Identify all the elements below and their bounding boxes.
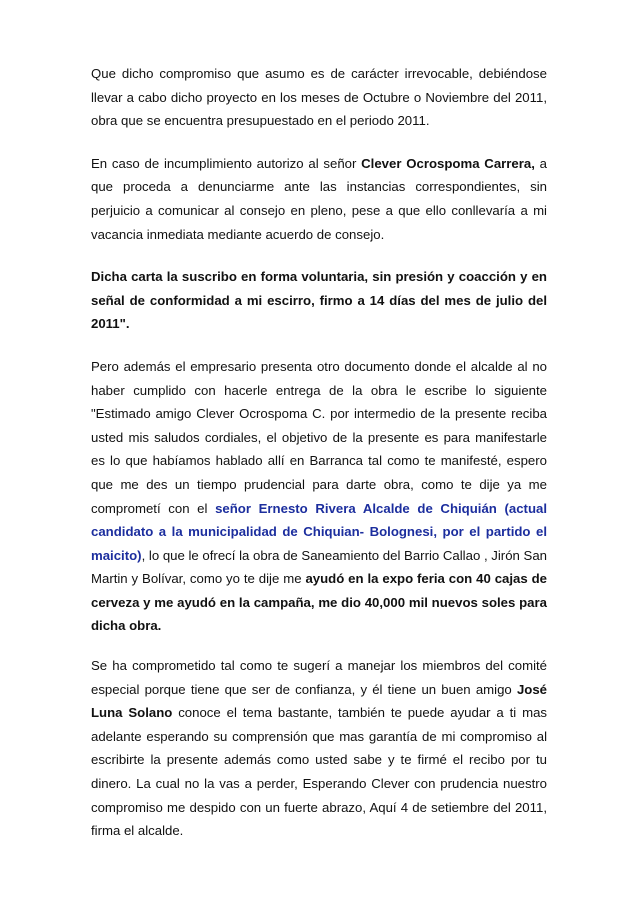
paragraph-text: Pero además el empresario presenta otro documento donde el alcalde al no haber cumplido con hacerle entrega de la obra le escribe lo siguiente "Estimado amigo Clever Ocrospoma C. por intermedio de la presente reciba usted mis saludos cordiales, el objetivo de la presente es para manifestarle es lo que habíamos hablado allí en Barranca tal como te manifesté, espero que me des un tiempo prudencial para darte obra, como te dije ya me comprometí con el bbox=[91, 358, 547, 516]
paragraph-text: Que dicho compromiso que asumo es de carácter irrevocable, debiéndose llevar a cabo dicho proyecto en los meses de Octubre o Noviembre del 2011, obra que se encuentra presupuestado en el periodo 2011. bbox=[91, 66, 547, 129]
paragraph-signature-statement bbox=[91, 265, 547, 336]
paragraph-second-document bbox=[91, 355, 547, 638]
document-body bbox=[91, 62, 547, 862]
paragraph-noncompliance bbox=[91, 152, 547, 246]
paragraph-commitment bbox=[91, 62, 547, 133]
paragraph-bold-text: Dicha carta la suscribo en forma voluntaria, sin presión y coacción y en señal de conformidad a mi escirro, firmo a 14 días del mes de julio del 2011". bbox=[91, 269, 547, 332]
paragraph-text: a que proceda a denunciarme ante las instancias correspondientes, sin perjuicio a comunicar al consejo en pleno, pese a que ello conllevaría a mi vacancia inmediata mediante acuerdo de consejo. bbox=[91, 155, 547, 242]
person-name: Clever Ocrospoma Carrera, bbox=[361, 155, 535, 171]
paragraph-text: , lo que le ofrecí la obra de Saneamiento del Barrio Callao , Jirón San Martin y Bolívar, como yo te dije me bbox=[91, 547, 547, 587]
paragraph-committee bbox=[91, 654, 547, 843]
paragraph-text: Se ha comprometido tal como te sugerí a manejar los miembros del comité especial porque tiene que ser de confianza, y él tiene un buen amigo bbox=[91, 658, 547, 697]
paragraph-text: En caso de incumplimiento autorizo al señor bbox=[91, 155, 362, 171]
paragraph-bold-text: ayudó en la expo feria con 40 cajas de cerveza y me ayudó en la campaña, me dio 40,000 mil nuevos soles para dicha obra. bbox=[91, 571, 547, 634]
highlighted-text: señor Ernesto Rivera Alcalde de Chiquián (actual candidato a la municipalidad de Chiquian- Bolognesi, por el partido el maicito) bbox=[91, 500, 547, 563]
person-name: José Luna Solano bbox=[91, 681, 547, 721]
paragraph-text: conoce el tema bastante, también te puede ayudar a ti mas adelante esperando su comprensión que mas garantía de mi compromiso al escribirte la presente además como usted sabe y te firmé el recibo por tu dinero. La cual no la vas a perder, Esperando Clever con prudencia nuestro compromiso me despido con un fuerte abrazo, Aquí 4 de setiembre del 2011, firma el alcalde. bbox=[91, 705, 548, 839]
